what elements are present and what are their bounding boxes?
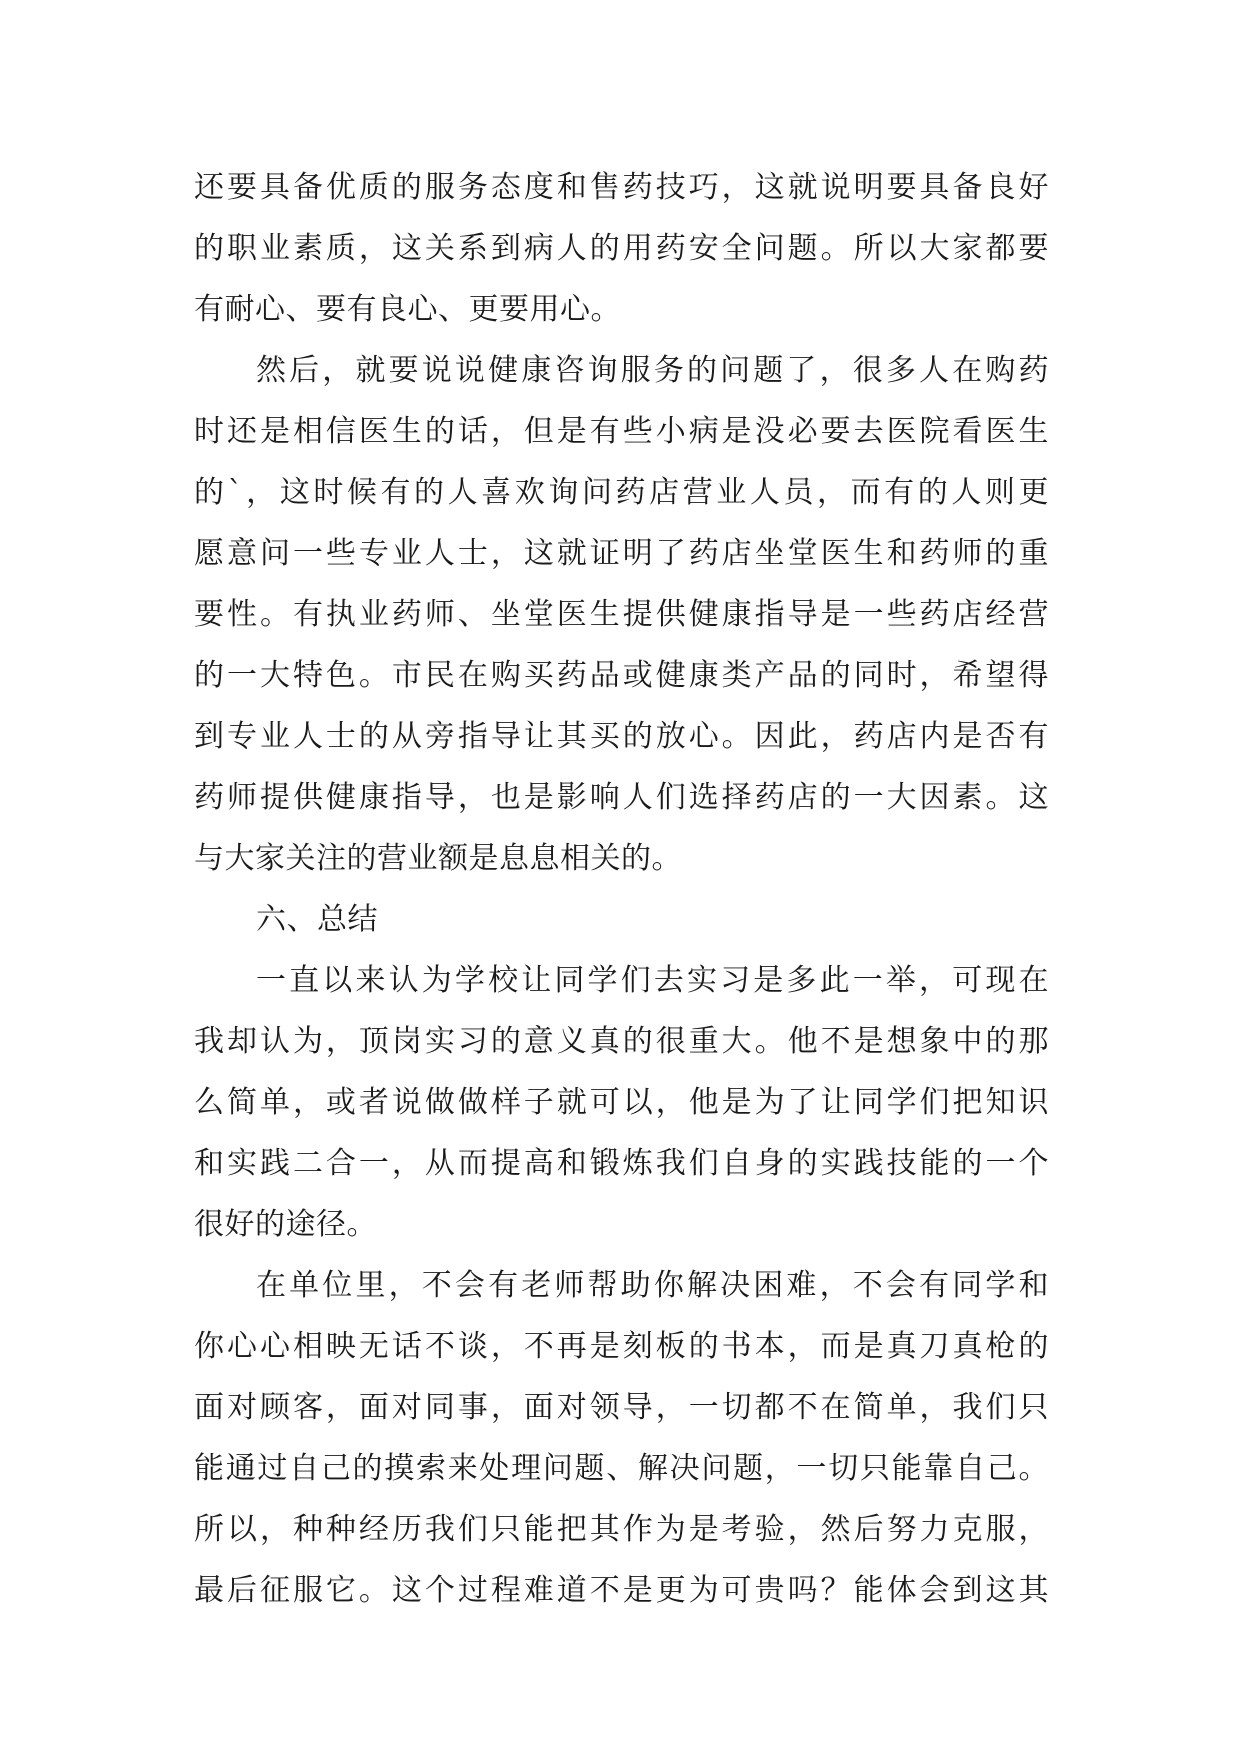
text-line: 有耐心、要有良心、更要用心。 — [194, 292, 621, 327]
text-line: 的职业素质，这关系到病人的用药安全问题。所以大家都要 — [194, 231, 1049, 266]
text-line: 在单位里，不会有老师帮助你解决困难，不会有同学和 — [256, 1268, 1049, 1303]
text-line: 到专业人士的从旁指导让其买的放心。因此，药店内是否有 — [194, 719, 1049, 754]
text-line: 很好的途径。 — [194, 1207, 377, 1242]
text-line: 面对顾客，面对同事，面对领导，一切都不在简单，我们只 — [194, 1390, 1049, 1425]
section-heading: 六、总结 — [256, 902, 378, 937]
text-line: 愿意问一些专业人士，这就证明了药店坐堂医生和药师的重 — [194, 536, 1049, 571]
text-line: 然后，就要说说健康咨询服务的问题了，很多人在购药 — [256, 353, 1049, 388]
text-line: 所以，种种经历我们只能把其作为是考验，然后努力克服， — [194, 1512, 1049, 1547]
text-line: 的`，这时候有的人喜欢询问药店营业人员，而有的人则更 — [194, 475, 1049, 510]
text-line: 和实践二合一，从而提高和锻炼我们自身的实践技能的一个 — [194, 1146, 1049, 1181]
document-body — [194, 157, 1049, 1621]
text-line: 能通过自己的摸索来处理问题、解决问题，一切只能靠自己。 — [194, 1451, 1049, 1486]
text-line: 药师提供健康指导，也是影响人们选择药店的一大因素。这 — [194, 780, 1049, 815]
text-line: 要性。有执业药师、坐堂医生提供健康指导是一些药店经营 — [194, 597, 1049, 632]
text-line: 么简单，或者说做做样子就可以，他是为了让同学们把知识 — [194, 1085, 1049, 1120]
text-line: 还要具备优质的服务态度和售药技巧，这就说明要具备良好 — [194, 170, 1049, 205]
text-line: 你心心相映无话不谈，不再是刻板的书本，而是真刀真枪的 — [194, 1329, 1049, 1364]
text-line: 一直以来认为学校让同学们去实习是多此一举，可现在 — [256, 963, 1049, 998]
text-line: 最后征服它。这个过程难道不是更为可贵吗？能体会到这其 — [194, 1573, 1049, 1608]
text-line: 与大家关注的营业额是息息相关的。 — [194, 841, 682, 876]
text-line: 我却认为，顶岗实习的意义真的很重大。他不是想象中的那 — [194, 1024, 1049, 1059]
text-line: 时还是相信医生的话，但是有些小病是没必要去医院看医生 — [194, 414, 1049, 449]
text-line: 的一大特色。市民在购买药品或健康类产品的同时，希望得 — [194, 658, 1049, 693]
